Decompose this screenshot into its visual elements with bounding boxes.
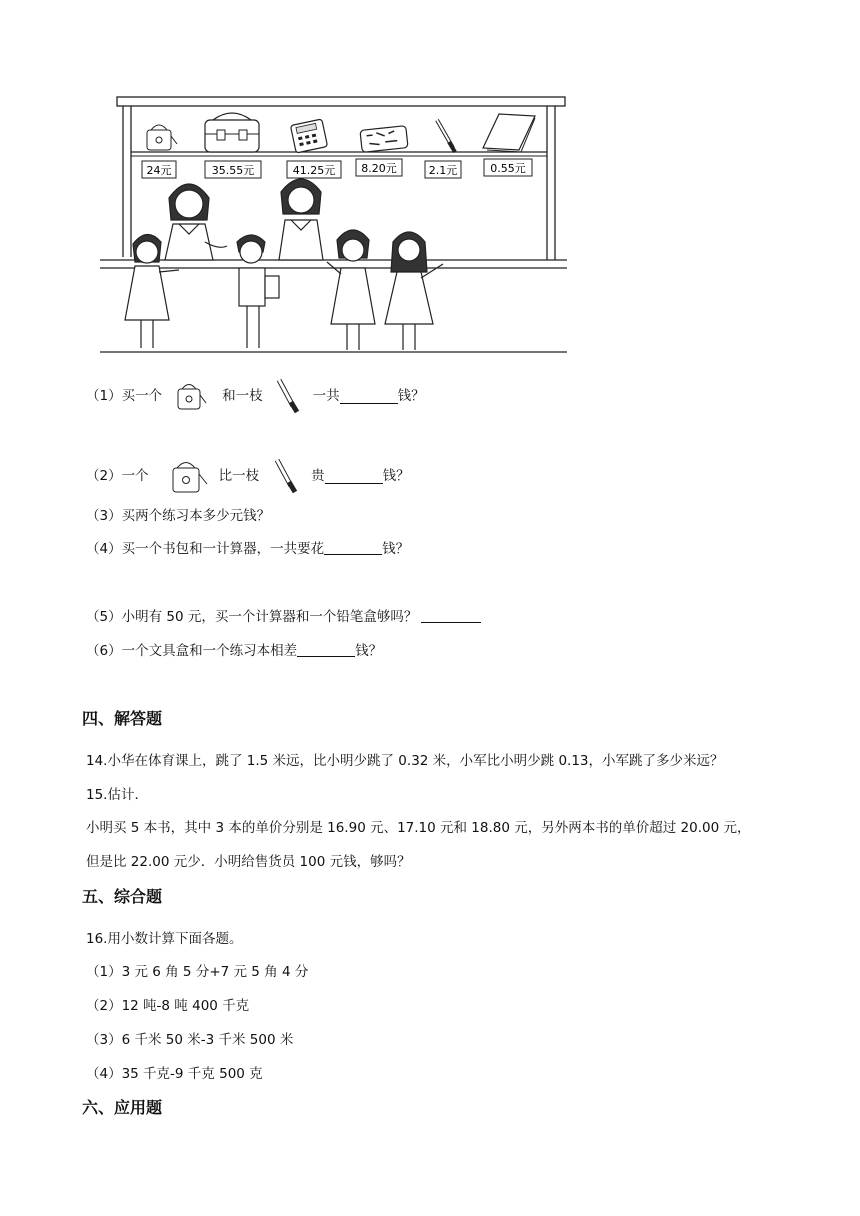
question-16-item: （3）6 千米 50 米-3 千米 500 米 — [86, 1032, 294, 1048]
question-text: 钱？ — [382, 541, 410, 557]
question-15-line: 小明买 5 本书，其中 3 本的单价分别是 16.90 元、17.10 元和 18.80 元，另外两本书的单价超过 20.00 元， — [86, 820, 751, 836]
svg-text:0.55元: 0.55元 — [490, 162, 526, 175]
price-tag — [484, 159, 532, 176]
question-text: （6）一个文具盒和一个练习本相差 — [86, 643, 298, 659]
pen-icon — [271, 376, 305, 416]
question-16-item: （4）35 千克-9 千克 500 克 — [86, 1066, 263, 1082]
question-text: 钱？ — [382, 468, 410, 484]
question-text: （5）小明有 50 元，买一个计算器和一个铅笔盒够吗？ — [86, 609, 418, 625]
question-text: 钱？ — [397, 388, 425, 404]
svg-text:8.20元: 8.20元 — [361, 162, 397, 175]
svg-text:35.55元: 35.55元 — [211, 164, 255, 177]
shop-assistant — [279, 179, 323, 260]
question-3-6 — [86, 641, 382, 661]
question-text: 比一枝 — [218, 468, 260, 484]
pencil-sharpener-icon — [174, 379, 210, 413]
answer-blank[interactable] — [340, 389, 398, 404]
question-3-5 — [86, 607, 481, 627]
question-3-4 — [86, 539, 409, 559]
question-text: 和一枝 — [222, 388, 263, 404]
question-3-1 — [86, 378, 425, 414]
child-figure — [385, 232, 443, 350]
answer-blank[interactable] — [324, 540, 382, 555]
answer-blank[interactable] — [421, 608, 481, 623]
exercise-book-icon — [483, 114, 535, 152]
question-16-item: （2）12 吨-8 吨 400 千克 — [86, 998, 250, 1014]
shop-scene-illustration — [95, 92, 575, 367]
answer-blank[interactable] — [325, 469, 383, 484]
question-text: （2）一个 — [86, 468, 149, 484]
question-3-3: （3）买两个练习本多少元钱？ — [86, 508, 271, 524]
question-3-2 — [86, 456, 410, 496]
answer-blank[interactable] — [297, 642, 355, 657]
child-figure — [327, 230, 375, 350]
price-tag — [425, 161, 461, 178]
price-tag — [356, 159, 402, 176]
pencil-sharpener-icon — [147, 125, 177, 150]
question-text: 贵 — [311, 468, 325, 484]
question-14: 14.小华在体育课上，跳了 1.5 米远，比小明少跳了 0.32 米，小军比小明少跳 0.13，小军跳了多少米远？ — [86, 753, 724, 769]
question-16-item: （1）3 元 6 角 5 分+7 元 5 角 4 分 — [86, 964, 309, 980]
question-text: （4）买一个书包和一计算器，一共要花 — [86, 541, 325, 557]
pencil-sharpener-icon — [169, 456, 211, 496]
pencil-box-icon — [360, 126, 408, 153]
question-15-line: 但是比 22.00 元少．小明给售货员 100 元钱，够吗？ — [86, 854, 411, 870]
svg-text:2.1元: 2.1元 — [428, 164, 458, 177]
price-tag — [205, 161, 261, 178]
child-figure — [237, 235, 279, 348]
question-15-title: 15.估计． — [86, 787, 148, 803]
section-heading: 六、应用题 — [82, 1098, 163, 1117]
price-tag — [142, 161, 176, 178]
section-heading: 四、解答题 — [82, 709, 163, 728]
section-heading: 五、综合题 — [82, 887, 163, 906]
pen-icon — [269, 456, 303, 496]
pen-icon — [437, 120, 455, 152]
school-bag-icon — [205, 113, 259, 152]
shop-assistant — [165, 184, 227, 260]
calculator-icon — [290, 119, 327, 153]
question-text: 一共 — [312, 388, 340, 404]
svg-text:41.25元: 41.25元 — [292, 164, 336, 177]
question-text: （1）买一个 — [86, 388, 163, 404]
question-16-title: 16.用小数计算下面各题。 — [86, 931, 243, 947]
question-text: 钱？ — [355, 643, 383, 659]
svg-text:24元: 24元 — [146, 164, 172, 177]
price-tag — [287, 161, 341, 178]
